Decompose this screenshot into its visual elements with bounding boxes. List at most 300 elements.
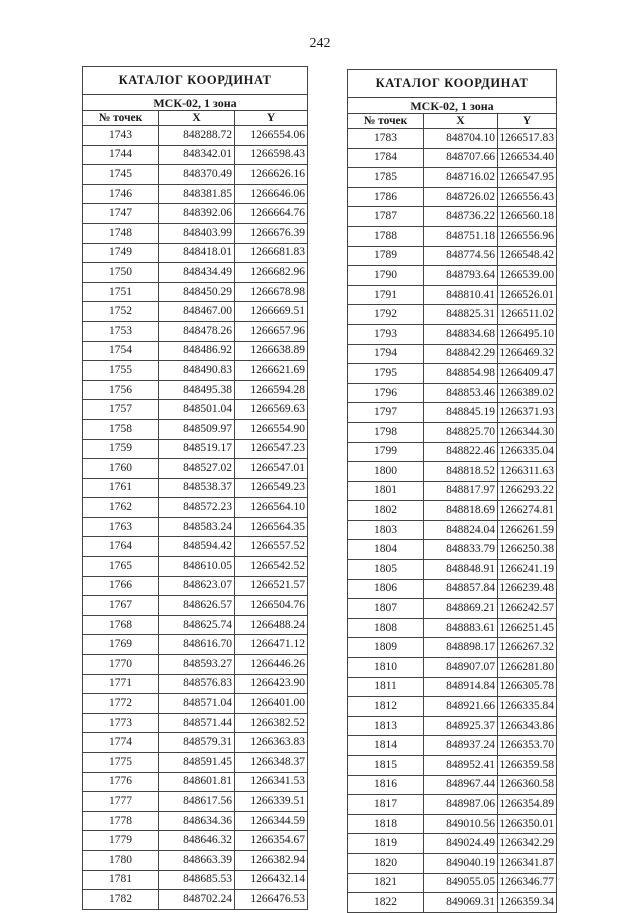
table-row — [348, 893, 557, 913]
point-number-cell: 1785 — [348, 168, 424, 188]
table-row — [348, 775, 557, 795]
y-coordinate-cell: 1266676.39 — [235, 223, 308, 243]
x-coordinate-cell: 848501.04 — [159, 400, 235, 420]
point-number-cell: 1755 — [83, 361, 159, 381]
table-row — [348, 560, 557, 580]
x-coordinate-cell: 848833.79 — [424, 540, 498, 560]
point-number-cell: 1802 — [348, 501, 424, 521]
table-row — [83, 615, 308, 635]
x-coordinate-cell: 848519.17 — [159, 439, 235, 459]
table-row — [83, 263, 308, 283]
point-number-cell: 1771 — [83, 674, 159, 694]
point-number-cell: 1790 — [348, 266, 424, 286]
point-number-cell: 1750 — [83, 263, 159, 283]
y-coordinate-cell: 1266638.89 — [235, 341, 308, 361]
y-coordinate-cell: 1266564.10 — [235, 498, 308, 518]
x-coordinate-cell: 848617.56 — [159, 792, 235, 812]
table-row — [348, 462, 557, 482]
point-number-cell: 1757 — [83, 400, 159, 420]
coordinate-catalog-table — [347, 69, 557, 913]
table-row — [348, 873, 557, 893]
y-coordinate-cell: 1266274.81 — [498, 501, 557, 521]
x-coordinate-cell: 848774.56 — [424, 246, 498, 266]
x-coordinate-cell: 848418.01 — [159, 243, 235, 263]
point-number-cell: 1819 — [348, 834, 424, 854]
x-coordinate-cell: 848818.69 — [424, 501, 498, 521]
table-row — [83, 223, 308, 243]
y-coordinate-cell: 1266598.43 — [235, 145, 308, 165]
x-coordinate-cell: 848736.22 — [424, 207, 498, 227]
y-coordinate-cell: 1266521.57 — [235, 576, 308, 596]
table-row — [83, 655, 308, 675]
table-row — [83, 204, 308, 224]
y-coordinate-cell: 1266401.00 — [235, 694, 308, 714]
y-coordinate-cell: 1266682.96 — [235, 263, 308, 283]
point-number-cell: 1795 — [348, 364, 424, 384]
table-row — [83, 811, 308, 831]
column-header-x: X — [159, 111, 235, 126]
y-coordinate-cell: 1266556.43 — [498, 187, 557, 207]
x-coordinate-cell: 849040.19 — [424, 853, 498, 873]
y-coordinate-cell: 1266554.06 — [235, 126, 308, 146]
x-coordinate-cell: 848853.46 — [424, 383, 498, 403]
x-coordinate-cell: 848467.00 — [159, 302, 235, 322]
x-coordinate-cell: 848450.29 — [159, 282, 235, 302]
x-coordinate-cell: 848594.42 — [159, 537, 235, 557]
point-number-cell: 1816 — [348, 775, 424, 795]
page-number: 242 — [309, 36, 331, 51]
x-coordinate-cell: 848392.06 — [159, 204, 235, 224]
table-row — [348, 187, 557, 207]
y-coordinate-cell: 1266539.00 — [498, 266, 557, 286]
x-coordinate-cell: 848583.24 — [159, 517, 235, 537]
point-number-cell: 1766 — [83, 576, 159, 596]
x-coordinate-cell: 848342.01 — [159, 145, 235, 165]
table-row — [83, 557, 308, 577]
x-coordinate-cell: 848793.64 — [424, 266, 498, 286]
y-coordinate-cell: 1266621.69 — [235, 361, 308, 381]
point-number-cell: 1749 — [83, 243, 159, 263]
x-coordinate-cell: 848634.36 — [159, 811, 235, 831]
x-coordinate-cell: 848685.53 — [159, 870, 235, 890]
y-coordinate-cell: 1266344.59 — [235, 811, 308, 831]
point-number-cell: 1765 — [83, 557, 159, 577]
table-row — [348, 795, 557, 815]
y-coordinate-cell: 1266569.63 — [235, 400, 308, 420]
x-coordinate-cell: 848857.84 — [424, 579, 498, 599]
table-row — [83, 694, 308, 714]
x-coordinate-cell: 848616.70 — [159, 635, 235, 655]
x-coordinate-cell: 848538.37 — [159, 478, 235, 498]
point-number-cell: 1811 — [348, 677, 424, 697]
column-header-point-number: № точек — [83, 111, 159, 126]
y-coordinate-cell: 1266346.77 — [498, 873, 557, 893]
y-coordinate-cell: 1266669.51 — [235, 302, 308, 322]
y-coordinate-cell: 1266344.30 — [498, 422, 557, 442]
point-number-cell: 1797 — [348, 403, 424, 423]
point-number-cell: 1770 — [83, 655, 159, 675]
table-row — [83, 302, 308, 322]
table-row — [348, 638, 557, 658]
column-header-y: Y — [235, 111, 308, 126]
x-coordinate-cell: 848810.41 — [424, 285, 498, 305]
table-row — [83, 792, 308, 812]
table-row — [83, 400, 308, 420]
table-row — [83, 243, 308, 263]
table-row — [83, 753, 308, 773]
table-row — [348, 658, 557, 678]
x-coordinate-cell: 848601.81 — [159, 772, 235, 792]
point-number-cell: 1804 — [348, 540, 424, 560]
x-coordinate-cell: 848403.99 — [159, 223, 235, 243]
coordinate-system-zone: МСК-02, 1 зона — [348, 98, 557, 114]
point-number-cell: 1814 — [348, 736, 424, 756]
x-coordinate-cell: 848818.52 — [424, 462, 498, 482]
x-coordinate-cell: 848822.46 — [424, 442, 498, 462]
table-row — [348, 207, 557, 227]
table-row — [83, 576, 308, 596]
x-coordinate-cell: 848907.07 — [424, 658, 498, 678]
point-number-cell: 1800 — [348, 462, 424, 482]
point-number-cell: 1799 — [348, 442, 424, 462]
point-number-cell: 1783 — [348, 129, 424, 149]
y-coordinate-cell: 1266348.37 — [235, 753, 308, 773]
point-number-cell: 1763 — [83, 517, 159, 537]
x-coordinate-cell: 848825.70 — [424, 422, 498, 442]
y-coordinate-cell: 1266305.78 — [498, 677, 557, 697]
y-coordinate-cell: 1266341.87 — [498, 853, 557, 873]
point-number-cell: 1812 — [348, 697, 424, 717]
y-coordinate-cell: 1266389.02 — [498, 383, 557, 403]
table-row — [348, 403, 557, 423]
table-row — [348, 266, 557, 286]
y-coordinate-cell: 1266342.29 — [498, 834, 557, 854]
x-coordinate-cell: 848842.29 — [424, 344, 498, 364]
x-coordinate-cell: 848571.04 — [159, 694, 235, 714]
table-row — [83, 478, 308, 498]
y-coordinate-cell: 1266293.22 — [498, 481, 557, 501]
table-row — [348, 148, 557, 168]
table-row — [83, 890, 308, 910]
x-coordinate-cell: 848486.92 — [159, 341, 235, 361]
x-coordinate-cell: 848702.24 — [159, 890, 235, 910]
table-row — [348, 364, 557, 384]
x-coordinate-cell: 848834.68 — [424, 324, 498, 344]
point-number-cell: 1753 — [83, 321, 159, 341]
table-row — [83, 380, 308, 400]
x-coordinate-cell: 848646.32 — [159, 831, 235, 851]
y-coordinate-cell: 1266311.63 — [498, 462, 557, 482]
y-coordinate-cell: 1266241.19 — [498, 560, 557, 580]
point-number-cell: 1789 — [348, 246, 424, 266]
x-coordinate-cell: 848495.38 — [159, 380, 235, 400]
point-number-cell: 1806 — [348, 579, 424, 599]
x-coordinate-cell: 848925.37 — [424, 716, 498, 736]
table-row — [348, 579, 557, 599]
x-coordinate-cell: 849069.31 — [424, 893, 498, 913]
point-number-cell: 1751 — [83, 282, 159, 302]
point-number-cell: 1821 — [348, 873, 424, 893]
point-number-cell: 1792 — [348, 305, 424, 325]
point-number-cell: 1768 — [83, 615, 159, 635]
table-row — [348, 540, 557, 560]
table-row — [348, 853, 557, 873]
point-number-cell: 1782 — [83, 890, 159, 910]
table-row — [83, 419, 308, 439]
point-number-cell: 1754 — [83, 341, 159, 361]
x-coordinate-cell: 848883.61 — [424, 618, 498, 638]
point-number-cell: 1762 — [83, 498, 159, 518]
y-coordinate-cell: 1266251.45 — [498, 618, 557, 638]
y-coordinate-cell: 1266423.90 — [235, 674, 308, 694]
x-coordinate-cell: 848751.18 — [424, 226, 498, 246]
point-number-cell: 1788 — [348, 226, 424, 246]
y-coordinate-cell: 1266281.80 — [498, 658, 557, 678]
point-number-cell: 1745 — [83, 165, 159, 185]
point-number-cell: 1775 — [83, 753, 159, 773]
table-row — [83, 361, 308, 381]
table-row — [348, 422, 557, 442]
point-number-cell: 1801 — [348, 481, 424, 501]
table-row — [348, 677, 557, 697]
table-row — [83, 713, 308, 733]
table-row — [348, 129, 557, 149]
y-coordinate-cell: 1266469.32 — [498, 344, 557, 364]
point-number-cell: 1744 — [83, 145, 159, 165]
table-row — [83, 321, 308, 341]
y-coordinate-cell: 1266446.26 — [235, 655, 308, 675]
table-row — [83, 596, 308, 616]
table-row — [348, 383, 557, 403]
y-coordinate-cell: 1266511.02 — [498, 305, 557, 325]
point-number-cell: 1767 — [83, 596, 159, 616]
point-number-cell: 1786 — [348, 187, 424, 207]
x-coordinate-cell: 848381.85 — [159, 184, 235, 204]
y-coordinate-cell: 1266354.89 — [498, 795, 557, 815]
y-coordinate-cell: 1266547.23 — [235, 439, 308, 459]
table-row — [348, 697, 557, 717]
point-number-cell: 1772 — [83, 694, 159, 714]
table-row — [83, 439, 308, 459]
y-coordinate-cell: 1266549.23 — [235, 478, 308, 498]
y-coordinate-cell: 1266242.57 — [498, 599, 557, 619]
x-coordinate-cell: 848726.02 — [424, 187, 498, 207]
point-number-cell: 1805 — [348, 560, 424, 580]
y-coordinate-cell: 1266359.58 — [498, 756, 557, 776]
point-number-cell: 1746 — [83, 184, 159, 204]
x-coordinate-cell: 848509.97 — [159, 419, 235, 439]
point-number-cell: 1793 — [348, 324, 424, 344]
x-coordinate-cell: 848626.57 — [159, 596, 235, 616]
x-coordinate-cell: 848288.72 — [159, 126, 235, 146]
y-coordinate-cell: 1266350.01 — [498, 814, 557, 834]
point-number-cell: 1747 — [83, 204, 159, 224]
table-row — [348, 814, 557, 834]
point-number-cell: 1743 — [83, 126, 159, 146]
y-coordinate-cell: 1266657.96 — [235, 321, 308, 341]
table-row — [348, 442, 557, 462]
y-coordinate-cell: 1266594.28 — [235, 380, 308, 400]
point-number-cell: 1813 — [348, 716, 424, 736]
point-number-cell: 1760 — [83, 459, 159, 479]
column-header-x: X — [424, 114, 498, 129]
table-row — [348, 716, 557, 736]
y-coordinate-cell: 1266359.34 — [498, 893, 557, 913]
x-coordinate-cell: 848623.07 — [159, 576, 235, 596]
y-coordinate-cell: 1266556.96 — [498, 226, 557, 246]
x-coordinate-cell: 848937.24 — [424, 736, 498, 756]
table-row — [83, 184, 308, 204]
x-coordinate-cell: 848921.66 — [424, 697, 498, 717]
point-number-cell: 1781 — [83, 870, 159, 890]
point-number-cell: 1776 — [83, 772, 159, 792]
y-coordinate-cell: 1266678.98 — [235, 282, 308, 302]
x-coordinate-cell: 848610.05 — [159, 557, 235, 577]
x-coordinate-cell: 848527.02 — [159, 459, 235, 479]
x-coordinate-cell: 848848.91 — [424, 560, 498, 580]
table-row — [83, 831, 308, 851]
point-number-cell: 1808 — [348, 618, 424, 638]
point-number-cell: 1780 — [83, 850, 159, 870]
x-coordinate-cell: 848825.31 — [424, 305, 498, 325]
point-number-cell: 1798 — [348, 422, 424, 442]
x-coordinate-cell: 849024.49 — [424, 834, 498, 854]
point-number-cell: 1759 — [83, 439, 159, 459]
point-number-cell: 1794 — [348, 344, 424, 364]
y-coordinate-cell: 1266564.35 — [235, 517, 308, 537]
y-coordinate-cell: 1266626.16 — [235, 165, 308, 185]
y-coordinate-cell: 1266554.90 — [235, 419, 308, 439]
x-coordinate-cell: 848572.23 — [159, 498, 235, 518]
table-row — [83, 635, 308, 655]
x-coordinate-cell: 848824.04 — [424, 520, 498, 540]
table-row — [348, 168, 557, 188]
table-row — [83, 145, 308, 165]
x-coordinate-cell: 848370.49 — [159, 165, 235, 185]
y-coordinate-cell: 1266382.52 — [235, 713, 308, 733]
column-header-point-number: № точек — [348, 114, 424, 129]
point-number-cell: 1815 — [348, 756, 424, 776]
x-coordinate-cell: 848869.21 — [424, 599, 498, 619]
table-row — [83, 165, 308, 185]
y-coordinate-cell: 1266504.76 — [235, 596, 308, 616]
point-number-cell: 1758 — [83, 419, 159, 439]
table-row — [348, 736, 557, 756]
table-row — [83, 517, 308, 537]
point-number-cell: 1779 — [83, 831, 159, 851]
y-coordinate-cell: 1266560.18 — [498, 207, 557, 227]
coordinate-system-zone: МСК-02, 1 зона — [83, 95, 308, 111]
x-coordinate-cell: 848898.17 — [424, 638, 498, 658]
table-body — [83, 126, 308, 910]
point-number-cell: 1791 — [348, 285, 424, 305]
table-row — [83, 772, 308, 792]
x-coordinate-cell: 848571.44 — [159, 713, 235, 733]
y-coordinate-cell: 1266664.76 — [235, 204, 308, 224]
x-coordinate-cell: 848593.27 — [159, 655, 235, 675]
y-coordinate-cell: 1266335.04 — [498, 442, 557, 462]
y-coordinate-cell: 1266542.52 — [235, 557, 308, 577]
x-coordinate-cell: 848576.83 — [159, 674, 235, 694]
point-number-cell: 1769 — [83, 635, 159, 655]
x-coordinate-cell: 848716.02 — [424, 168, 498, 188]
x-coordinate-cell: 848591.45 — [159, 753, 235, 773]
point-number-cell: 1787 — [348, 207, 424, 227]
column-header-y: Y — [498, 114, 557, 129]
y-coordinate-cell: 1266341.53 — [235, 772, 308, 792]
table-row — [83, 733, 308, 753]
y-coordinate-cell: 1266517.83 — [498, 129, 557, 149]
table-body — [348, 129, 557, 913]
y-coordinate-cell: 1266335.84 — [498, 697, 557, 717]
y-coordinate-cell: 1266547.01 — [235, 459, 308, 479]
y-coordinate-cell: 1266354.67 — [235, 831, 308, 851]
x-coordinate-cell: 848663.39 — [159, 850, 235, 870]
x-coordinate-cell: 848987.06 — [424, 795, 498, 815]
table-row — [348, 618, 557, 638]
table-row — [83, 341, 308, 361]
table-row — [348, 226, 557, 246]
x-coordinate-cell: 849010.56 — [424, 814, 498, 834]
x-coordinate-cell: 848490.83 — [159, 361, 235, 381]
table-row — [348, 481, 557, 501]
y-coordinate-cell: 1266488.24 — [235, 615, 308, 635]
point-number-cell: 1784 — [348, 148, 424, 168]
table-row — [83, 674, 308, 694]
y-coordinate-cell: 1266267.32 — [498, 638, 557, 658]
point-number-cell: 1756 — [83, 380, 159, 400]
y-coordinate-cell: 1266250.38 — [498, 540, 557, 560]
x-coordinate-cell: 848704.10 — [424, 129, 498, 149]
point-number-cell: 1818 — [348, 814, 424, 834]
x-coordinate-cell: 848579.31 — [159, 733, 235, 753]
point-number-cell: 1774 — [83, 733, 159, 753]
y-coordinate-cell: 1266409.47 — [498, 364, 557, 384]
y-coordinate-cell: 1266239.48 — [498, 579, 557, 599]
y-coordinate-cell: 1266261.59 — [498, 520, 557, 540]
y-coordinate-cell: 1266476.53 — [235, 890, 308, 910]
table-row — [348, 834, 557, 854]
y-coordinate-cell: 1266534.40 — [498, 148, 557, 168]
x-coordinate-cell: 849055.05 — [424, 873, 498, 893]
table-row — [83, 498, 308, 518]
x-coordinate-cell: 848845.19 — [424, 403, 498, 423]
y-coordinate-cell: 1266353.70 — [498, 736, 557, 756]
x-coordinate-cell: 848707.66 — [424, 148, 498, 168]
point-number-cell: 1796 — [348, 383, 424, 403]
x-coordinate-cell: 848914.84 — [424, 677, 498, 697]
x-coordinate-cell: 848854.98 — [424, 364, 498, 384]
x-coordinate-cell: 848478.26 — [159, 321, 235, 341]
table-row — [83, 850, 308, 870]
y-coordinate-cell: 1266363.83 — [235, 733, 308, 753]
x-coordinate-cell: 848817.97 — [424, 481, 498, 501]
y-coordinate-cell: 1266548.42 — [498, 246, 557, 266]
table-row — [348, 324, 557, 344]
x-coordinate-cell: 848952.41 — [424, 756, 498, 776]
y-coordinate-cell: 1266526.01 — [498, 285, 557, 305]
coordinate-catalog-table — [82, 66, 308, 910]
point-number-cell: 1807 — [348, 599, 424, 619]
point-number-cell: 1761 — [83, 478, 159, 498]
y-coordinate-cell: 1266646.06 — [235, 184, 308, 204]
table-row — [348, 501, 557, 521]
y-coordinate-cell: 1266471.12 — [235, 635, 308, 655]
y-coordinate-cell: 1266557.52 — [235, 537, 308, 557]
point-number-cell: 1803 — [348, 520, 424, 540]
point-number-cell: 1810 — [348, 658, 424, 678]
catalog-title: КАТАЛОГ КООРДИНАТ — [83, 67, 308, 95]
